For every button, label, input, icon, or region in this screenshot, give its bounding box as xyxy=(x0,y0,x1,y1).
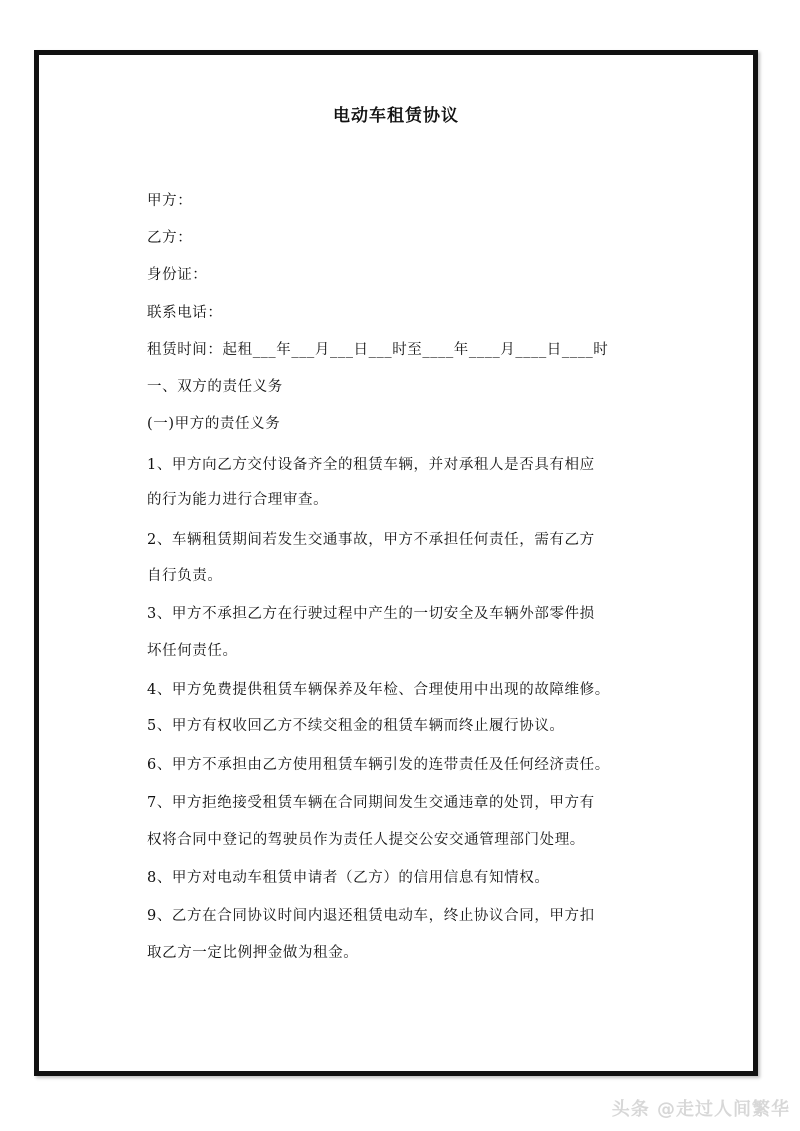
clause-1-line-2: 的行为能力进行合理审查。 xyxy=(147,492,329,508)
clause-5: 5、甲方有权收回乙方不续交租金的租赁车辆而终止履行协议。 xyxy=(147,718,565,734)
section-heading: 一、双方的责任义务 xyxy=(147,379,283,395)
watermark: 头条 @走过人间繁华 xyxy=(611,1099,790,1120)
clause-2-line-1: 2、车辆租赁期间若发生交通事故，甲方不承担任何责任，需有乙方 xyxy=(147,532,595,548)
clause-2-line-2: 自行负责。 xyxy=(147,568,223,584)
clause-3-line-2: 坏任何责任。 xyxy=(147,643,238,659)
clause-7-line-2: 权将合同中登记的驾驶员作为责任人提交公安交通管理部门处理。 xyxy=(147,832,585,848)
party-b-line: 乙方： xyxy=(147,230,193,246)
clause-4: 4、甲方免费提供租赁车辆保养及年检、合理使用中出现的故障维修。 xyxy=(147,682,610,698)
clause-3-line-1: 3、甲方不承担乙方在行驶过程中产生的一切安全及车辆外部零件损 xyxy=(147,606,595,622)
clause-6: 6、甲方不承担由乙方使用租赁车辆引发的连带责任及任何经济责任。 xyxy=(147,757,610,773)
document-title: 电动车租赁协议 xyxy=(333,106,459,126)
clause-8: 8、甲方对电动车租赁申请者（乙方）的信用信息有知情权。 xyxy=(147,870,550,886)
rental-period-line: 租赁时间：起租___年___月___日___时至____年____月____日____时 xyxy=(147,342,609,358)
id-card-line: 身份证： xyxy=(147,267,208,283)
clause-9-line-2: 取乙方一定比例押金做为租金。 xyxy=(147,945,359,961)
party-a-line: 甲方： xyxy=(147,193,193,209)
clause-9-line-1: 9、乙方在合同协议时间内退还租赁电动车，终止协议合同，甲方扣 xyxy=(147,908,595,924)
subsection-heading: (一)甲方的责任义务 xyxy=(147,416,281,432)
clause-1-line-1: 1、甲方向乙方交付设备齐全的租赁车辆，并对承租人是否具有相应 xyxy=(147,457,595,473)
clause-7-line-1: 7、甲方拒绝接受租赁车辆在合同期间发生交通违章的处罚，甲方有 xyxy=(147,795,595,811)
phone-line: 联系电话： xyxy=(147,305,223,321)
